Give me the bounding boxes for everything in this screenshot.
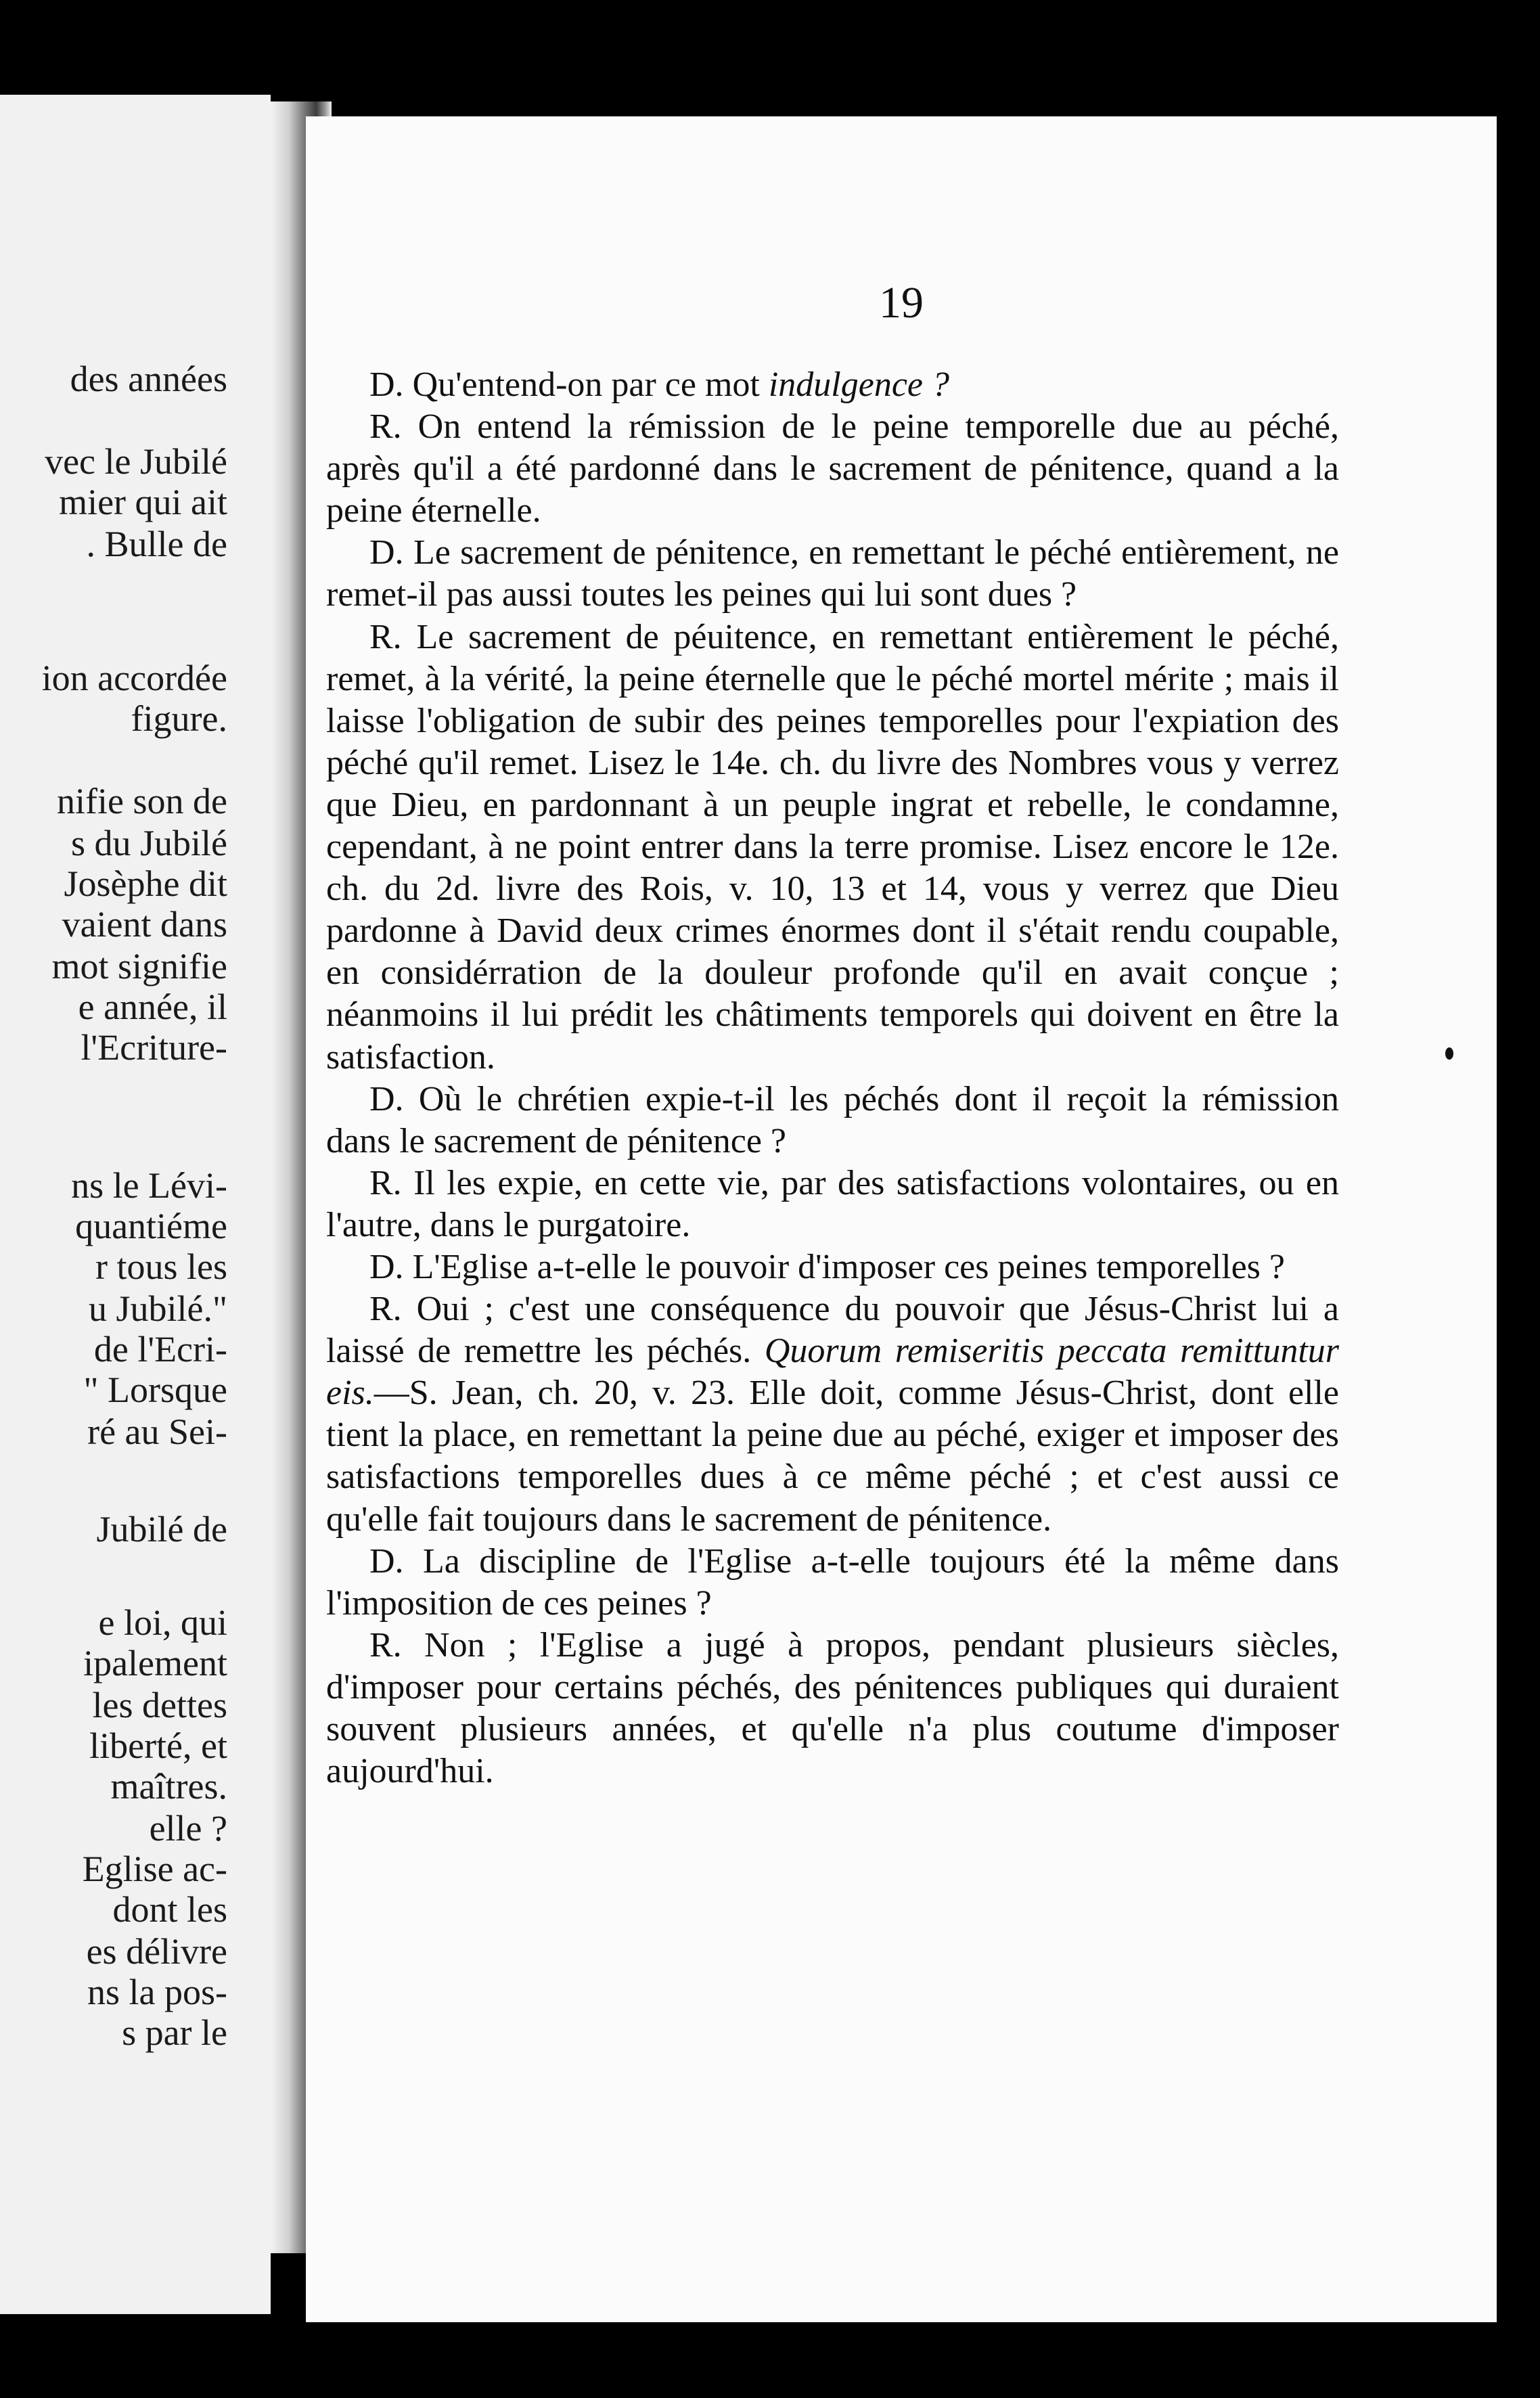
left-line: e année, il — [78, 987, 227, 1027]
paragraph-text: La discipline de l'Eglise a-t-elle toujours été la même dans l'imposition de ces peines ? — [326, 1541, 1339, 1623]
left-line: . Bulle de — [86, 524, 227, 564]
answer-paragraph — [326, 616, 1339, 1079]
paragraph-text: Non ; l'Eglise a jugé à propos, pendant plusieurs siècles, d'imposer pour certains péchés, des pénitences publiques qui duraient souvent plusieurs années, et qu'elle n'a plus coutume d'imposer aujourd'hui. — [326, 1625, 1340, 1791]
paragraph-text: On entend la rémission de le peine temporelle due au péché, après qu'il a été pardonné dans le sacrement de pénitence, quand a la peine éternelle. — [326, 407, 1340, 530]
speaker-label: D. — [369, 1247, 404, 1286]
question-paragraph — [326, 1541, 1339, 1625]
left-line: des années — [70, 359, 227, 399]
speaker-label: R. — [369, 1163, 402, 1202]
left-line: mier qui ait — [59, 482, 227, 522]
left-line: quantiéme — [75, 1206, 227, 1246]
paragraph-text: Le sacrement de pénitence, en remettant le péché entièrement, ne remet-il pas aussi toutes les peines qui lui sont dues ? — [326, 533, 1340, 614]
paragraph-text: Qu'entend-on par ce mot — [412, 365, 769, 404]
left-line: liberté, et — [89, 1725, 227, 1766]
paragraph-text: Il les expie, en cette vie, par des satisfactions volontaires, ou en l'autre, dans le purgatoire. — [326, 1163, 1340, 1244]
left-page-fragment — [0, 95, 271, 2314]
question-paragraph — [326, 1246, 1339, 1288]
left-line: vec le Jubilé — [45, 441, 227, 482]
left-line: maîtres. — [110, 1766, 227, 1807]
left-line: u Jubilé." — [88, 1288, 227, 1329]
speaker-label: D. — [369, 1541, 404, 1581]
left-line: figure. — [131, 698, 227, 739]
italic-term: indulgence ? — [768, 365, 949, 404]
answer-paragraph — [326, 1288, 1339, 1541]
left-line: es délivre — [86, 1931, 227, 1972]
left-line: ns la pos- — [87, 1972, 227, 2012]
left-line: s par le — [122, 2012, 227, 2053]
paragraph-text: —S. Jean, ch. 20, v. 23. Elle doit, comme Jésus-Christ, dont elle tient la place, en remettant la peine due au péché, exiger et imposer des satisfactions temporelles dues à ce même péché ; et c'est aussi ce qu'elle fait toujours dans le sacrement de pénitence. — [326, 1374, 1339, 1539]
ink-speck — [1445, 1047, 1453, 1060]
left-line: ré au Sei- — [87, 1411, 227, 1452]
left-line: Josèphe dit — [64, 863, 227, 904]
answer-paragraph — [326, 1162, 1339, 1246]
left-line: mot signifie — [51, 946, 227, 987]
left-line: nifie son de — [57, 781, 227, 821]
speaker-label: R. — [369, 617, 402, 656]
paragraph-text: Où le chrétien expie-t-il les péchés dont il reçoit la rémission dans le sacrement de pénitence ? — [326, 1079, 1340, 1160]
page-number: 19 — [879, 278, 924, 327]
left-line: vaient dans — [62, 904, 227, 945]
paragraph-text: L'Eglise a-t-elle le pouvoir d'imposer ces peines temporelles ? — [412, 1247, 1285, 1286]
left-line: ipalement — [83, 1643, 227, 1683]
speaker-label: D. — [369, 365, 404, 404]
left-line: Jubilé de — [96, 1509, 227, 1549]
left-line: ns le Lévi- — [71, 1165, 227, 1206]
answer-paragraph — [326, 406, 1339, 532]
paragraph-text: Oui ; c'est une conséquence du pouvoir que Jésus-Christ lui a laissé de remettre les péchés. — [326, 1290, 1340, 1371]
paragraph-text: Le sacrement de péuitence, en remettant entièrement le péché, remet, à la vérité, la peine éternelle que le péché mortel mérite ; mais il laisse l'obligation de subir des peines temporelles pour l'expiation des péché qu'il remet. Lisez le 14e. ch. du livre des Nombres vous y verrez que Dieu, en pardonnant à un peuple ingrat et rebelle, le condamne, cependant, à ne point entrer dans la terre promise. Lisez encore le 12e. ch. du 2d. livre des Rois, v. 10, 13 et 14, vous y verrez que Dieu pardonne à David deux crimes énormes dont il s'était rendu coupable, en considérration de la douleur profonde qu'il en avait conçue ; néanmoins il lui prédit les châtiments temporels qui doivent en être la satisfaction. — [326, 617, 1340, 1077]
left-line: dont les — [112, 1889, 227, 1930]
left-line: s du Jubilé — [70, 823, 227, 863]
left-line: de l'Ecri- — [93, 1329, 227, 1370]
latin-quotation: Quorum remiseritis peccata remittuntur eis. — [326, 1332, 1339, 1413]
catechism-text — [326, 364, 1339, 1792]
left-line: Eglise ac- — [82, 1849, 227, 1889]
left-line: r tous les — [95, 1246, 227, 1287]
question-paragraph — [326, 1079, 1339, 1162]
right-page — [306, 116, 1497, 2322]
left-line: les dettes — [92, 1685, 227, 1725]
left-line: ion accordée — [41, 658, 227, 698]
speaker-label: D. — [369, 533, 404, 572]
speaker-label: R. — [369, 1290, 402, 1329]
left-line: e loi, qui — [98, 1602, 227, 1643]
left-line: " Lorsque — [83, 1370, 227, 1410]
speaker-label: R. — [369, 1625, 402, 1665]
left-line: l'Ecriture- — [81, 1027, 227, 1068]
speaker-label: D. — [369, 1079, 404, 1118]
question-paragraph — [326, 364, 1339, 406]
question-paragraph — [326, 532, 1339, 616]
left-line: elle ? — [149, 1808, 227, 1849]
answer-paragraph — [326, 1625, 1339, 1792]
speaker-label: R. — [369, 407, 402, 447]
